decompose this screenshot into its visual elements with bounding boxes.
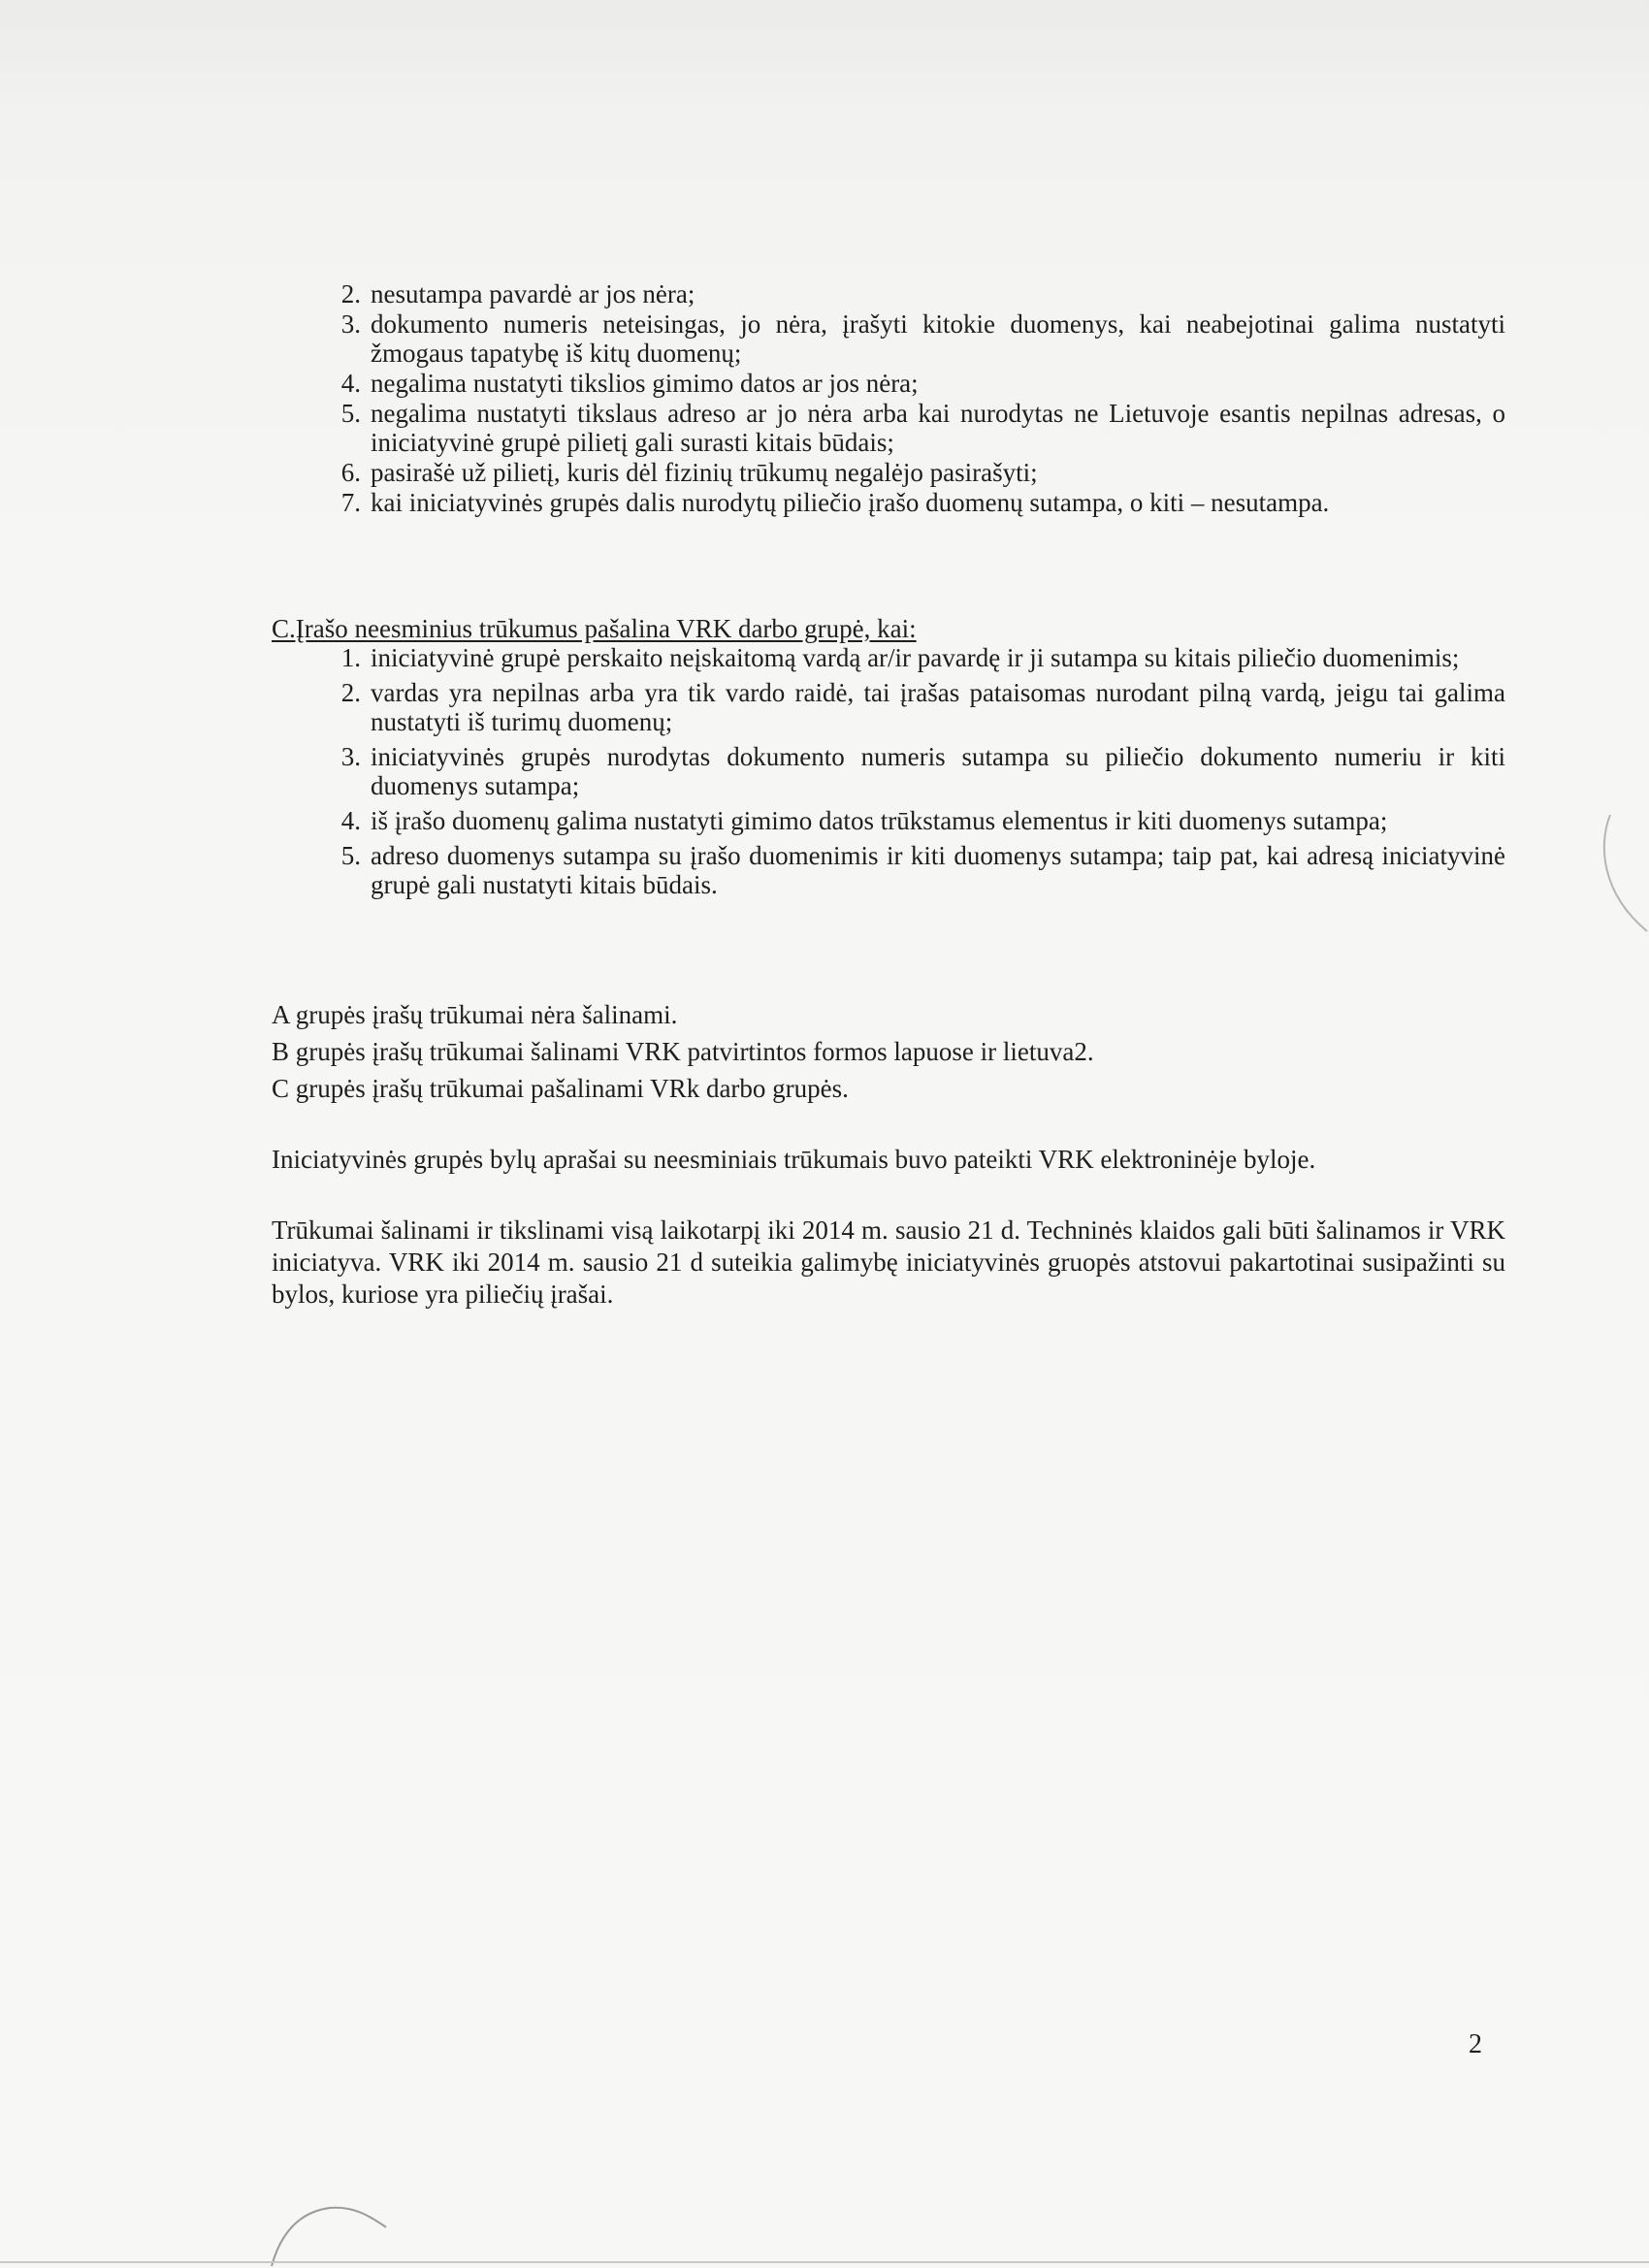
scan-edge-arc-mark: [1591, 805, 1649, 941]
list-item-text: pasirašė už pilietį, kuris dėl fizinių trūkumų negalėjo pasirašyti;: [371, 458, 1038, 487]
list-item: [272, 458, 1505, 487]
list-item-text: negalima nustatyti tikslios gimimo datos ar jos nėra;: [371, 369, 919, 398]
list-item-number: 3.: [340, 742, 361, 771]
scan-corner-smudge-mark: [262, 2183, 398, 2268]
document-body: [272, 279, 1505, 1337]
list-item-number: 5.: [340, 841, 361, 870]
list-item-text: kai iniciatyvinės grupės dalis nurodytų piliečio įrašo duomenų sutampa, o kiti – nesutampa.: [371, 488, 1330, 517]
list-item-number: 3.: [340, 309, 361, 339]
group-summary: [272, 996, 1505, 1107]
list-item-number: 2.: [340, 279, 361, 308]
list-item-text: nesutampa pavardė ar jos nėra;: [371, 279, 695, 308]
list-item-number: 5.: [340, 399, 361, 428]
list-item: [272, 369, 1505, 398]
list-item-number: 7.: [340, 488, 361, 517]
defect-list-c: [272, 643, 1505, 899]
list-item-text: adreso duomenys sutampa su įrašo duomenimis ir kiti duomenys sutampa; taip pat, kai adresą iniciatyvinė grupė gali nustatyti kitais būdais.: [371, 841, 1505, 899]
paragraph-electronic-file: Iniciatyvinės grupės bylų aprašai su neesminiais trūkumais buvo pateikti VRK elektroninėje byloje.: [272, 1145, 1316, 1174]
list-item-text: dokumento numeris neteisingas, jo nėra, įrašyti kitokie duomenys, kai neabejotinai galima nustatyti žmogaus tapatybę iš kitų duomenų;: [371, 309, 1505, 368]
list-item-text: negalima nustatyti tikslaus adreso ar jo nėra arba kai nurodytas ne Lietuvoje esantis nepilnas adresas, o iniciatyvinė grupė pilietį gali surasti kitais būdais;: [371, 399, 1505, 457]
list-item: [272, 742, 1505, 800]
summary-line-c: C grupės įrašų trūkumai pašalinami VRk darbo grupės.: [272, 1074, 849, 1103]
page-number: 2: [1469, 2029, 1482, 2059]
list-item-number: 1.: [340, 643, 361, 672]
list-item-number: 6.: [340, 458, 361, 487]
summary-line-a: A grupės įrašų trūkumai nėra šalinami.: [272, 1000, 678, 1029]
list-item-text: iš įrašo duomenų galima nustatyti gimimo datos trūkstamus elementus ir kiti duomenys sutampa;: [371, 806, 1388, 835]
list-item-text: vardas yra nepilnas arba yra tik vardo raidė, tai įrašas pataisomas nurodant pilną vardą, jeigu tai galima nustatyti iš turimų duomenų;: [371, 678, 1505, 736]
list-item: [272, 279, 1505, 308]
list-item: [272, 678, 1505, 736]
list-item-number: 4.: [340, 806, 361, 835]
list-item: [272, 643, 1505, 672]
list-item: [272, 841, 1505, 899]
list-item-number: 4.: [340, 369, 361, 398]
list-item: [272, 806, 1505, 835]
scan-bottom-edge-line: [0, 2256, 1649, 2268]
list-item-text: iniciatyvinės grupės nurodytas dokumento numeris sutampa su piliečio dokumento numeriu ir kiti duomenys sutampa;: [371, 742, 1505, 800]
list-item: [272, 399, 1505, 457]
paragraph-deadline: Trūkumai šalinami ir tikslinami visą laikotarpį iki 2014 m. sausio 21 d. Techninės klaidos gali būti šalinamos ir VRK iniciatyva. VRK iki 2014 m. sausio 21 d suteikia galimybę iniciatyvinės gruopės atstovui pakartotinai susipažinti su bylos, kuriose yra piliečių įrašai.: [272, 1215, 1505, 1309]
list-item: [272, 488, 1505, 517]
section-c-heading: C.Įrašo neesminius trūkumus pašalina VRK darbo grupė, kai:: [272, 614, 917, 643]
list-item: [272, 309, 1505, 368]
defect-list-b: [272, 279, 1505, 517]
list-item-number: 2.: [340, 678, 361, 707]
summary-line-b: B grupės įrašų trūkumai šalinami VRK patvirtintos formos lapuose ir lietuva2.: [272, 1037, 1094, 1066]
list-item-text: iniciatyvinė grupė perskaito neįskaitomą vardą ar/ir pavardę ir ji sutampa su kitais piliečio duomenimis;: [371, 643, 1460, 672]
